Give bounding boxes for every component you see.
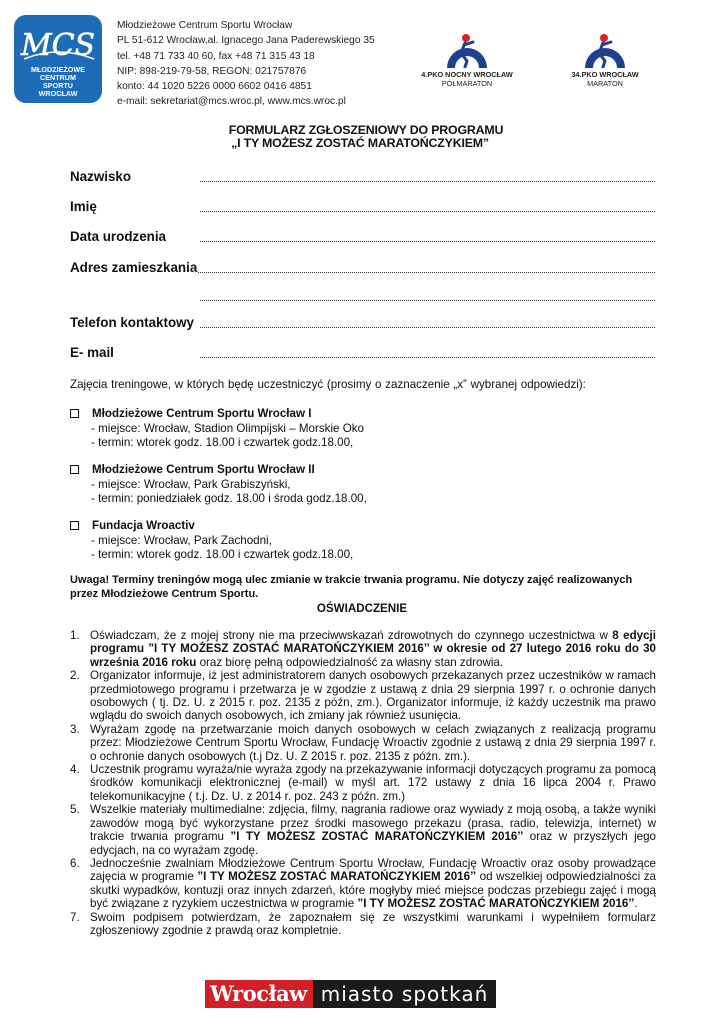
logo-line-1: MŁODZIEŻOWE — [31, 65, 85, 74]
declaration-title: OŚWIADCZENIE — [316, 602, 408, 615]
event-2-title: 34.PKO WROCŁAW — [571, 70, 639, 79]
mcs-logo-graphic — [14, 15, 102, 103]
org-address: PL 51-612 Wrocław,al. Ignacego Jana Paderewskiego 35 — [117, 35, 375, 47]
field-email-label: E- mail — [70, 345, 114, 360]
runner-icon — [577, 28, 633, 68]
logo-mark: MCS — [20, 28, 96, 63]
declaration-item-2: 2. Organizator informuje, iż jest administratorem danych osobowych przekazanych przez uczestników w ramach przedmiotowego programu i przetwarza je w zgodzie z ustawą z dnia 29 sierpnia 1997 r. o ochronie danych osobowych ( tj. Dz. U. z 2015 r. poz. 2135 z późn, zm.). Organizator informuje, iż każdy uczestnik ma prawo wglądu do swoich danych osobowych, ich zmiany jak również usunięcia. — [70, 669, 656, 723]
field-surname-label: Nazwisko — [70, 169, 132, 184]
option-mcs-2[interactable] — [70, 463, 570, 507]
option-mcs-1[interactable] — [70, 407, 570, 451]
declaration-item-7: 7. Swoim podpisem potwierdzam, że zapoznałem się ze wszystkimi warunkami i wypełniłem formularz zgłoszeniowy zgodnie z prawdą oraz kompletnie. — [70, 910, 656, 937]
option-mcs-2-place: - miejsce: Wrocław, Park Grabiszyński, — [91, 477, 291, 491]
org-name: Młodzieżowe Centrum Sportu Wrocław — [117, 20, 293, 31]
org-phone: tel. +48 71 733 40 60, fax +48 71 315 43 18 — [117, 50, 315, 62]
event-logo-marathon — [550, 28, 660, 88]
runner-icon — [439, 28, 495, 68]
org-nip-regon: NIP: 898-219-79-58, REGON: 021757876 — [117, 65, 307, 77]
organization-info — [117, 18, 375, 110]
field-phone[interactable] — [70, 315, 655, 333]
declaration-item-6: 6. Jednocześnie zwalniam Młodzieżowe Centrum Sportu Wrocław, Fundację Wroactiv oraz osoby prowadzące zajęcia w programie ”I TY MOŻESZ ZOSTAĆ MARATOŃCZYKIEM 2016’’ od wszelkiej odpowiedzialności za skutki wypadków, kontuzji oraz innych zdarzeń, które mogłyby mieć miejsce podczas przebiegu zajęć i mogą być związane z ryzykiem uczestnictwa w programie ”I TY MOŻESZ ZOSTAĆ MARATOŃCZYKIEM 2016’’. — [70, 856, 656, 911]
field-first-name-label: Imię — [70, 199, 97, 214]
event-1-subtitle: PÓŁMARATON — [441, 79, 493, 88]
form-title-line-1: FORMULARZ ZGŁOSZENIOWY DO PROGRAMU — [228, 123, 504, 137]
logo-line-3: SPORTU — [43, 81, 73, 90]
org-bank-account: konto: 44 1020 5226 0000 6602 0416 4851 — [117, 81, 312, 93]
event-logo-half-marathon — [412, 28, 522, 88]
field-phone-label: Telefon kontaktowy — [70, 315, 194, 330]
field-phone-line[interactable] — [200, 327, 655, 328]
field-address-line-2[interactable] — [200, 300, 655, 301]
footer-city: Wrocław — [205, 980, 313, 1008]
declaration-item-5: 5. Wszelkie materiały multimedialne: zdjęcia, filmy, nagrania radiowe oraz wywiady z moją osobą, a także wyniki zawodów mogą być wykorzystane przez środki masowego przekazu (prasa, radio, telewizja, internet) w trakcie trwania programu ”I TY MOŻESZ ZOSTAĆ MARATOŃCZYKIEM 2016’’ oraz w przyszłych jego edycjach, na co wyrażam zgodę. — [70, 803, 656, 857]
field-birth-date[interactable] — [70, 229, 655, 247]
field-birth-date-label: Data urodzenia — [70, 229, 166, 244]
mcs-logo — [14, 15, 102, 103]
option-mcs-1-name: Młodzieżowe Centrum Sportu Wrocław I — [92, 407, 312, 420]
logo-line-2: CENTRUM — [40, 73, 76, 82]
declaration-item-4: 4. Uczestnik programu wyraża/nie wyraża zgody na przekazywanie informacji dotyczących programu za pomocą środków komunikacji elektronicznej (e-mail) w myśl art. 172 ustawy z dnia 16 lipca 2004 r. Prawo telekomunikacyjne ( t.j. Dz. U. z 2014 r. poz. 243 z późn. zm.) — [70, 763, 656, 803]
training-intro: Zajęcia treningowe, w których będę uczestniczyć (prosimy o zaznaczenie „x” wybranej odpowiedzi): — [70, 378, 586, 391]
field-surname[interactable] — [70, 169, 655, 187]
declaration-item-1: 1. Oświadczam, że z mojej strony nie ma przeciwwskazań zdrowotnych do czynnego uczestnictwa w 8 edycji programu ”I TY MOŻESZ ZOSTAĆ MARATOŃCZYKIEM 2016’’ w okresie od 27 lutego 2016 roku do 30 września 2016 roku oraz biorę pełną odpowiedzialność za własny stan zdrowia. — [70, 629, 657, 669]
field-address[interactable] — [70, 260, 655, 278]
schedule-warning: Uwaga! Terminy treningów mogą ulec zmianie w trakcie trwania programu. Nie dotyczy zajęć realizowanych przez Młodzieżowe Centrum Sportu. — [70, 574, 633, 600]
field-birth-date-line[interactable] — [200, 241, 655, 242]
option-mcs-1-term: - termin: wtorek godz. 18.00 i czwartek godz.18.00, — [91, 436, 354, 450]
org-email-www: e-mail: sekretariat@mcs.wroc.pl, www.mcs.wroc.pl — [117, 96, 346, 108]
field-address-label: Adres zamieszkania — [70, 260, 198, 275]
option-wroactiv-place: - miejsce: Wrocław, Park Zachodni, — [91, 533, 272, 547]
logo-line-4: WROCŁAW — [38, 89, 78, 98]
field-surname-line[interactable] — [200, 181, 655, 182]
option-mcs-1-place: - miejsce: Wrocław, Stadion Olimpijski – Morskie Oko — [91, 421, 364, 435]
footer-slogan: miasto spotkań — [313, 980, 497, 1008]
checkbox-icon[interactable] — [70, 409, 79, 418]
checkbox-icon[interactable] — [70, 465, 79, 474]
form-title-line-2: „I TY MOŻESZ ZOSTAĆ MARATOŃCZYKIEM” — [231, 136, 489, 150]
event-1-title: 4.PKO NOCNY WROCŁAW — [421, 70, 513, 79]
field-first-name-line[interactable] — [200, 211, 655, 212]
option-wroactiv-name: Fundacja Wroactiv — [92, 519, 195, 532]
option-mcs-2-term: - termin: poniedziałek godz. 18.00 i środa godz.18.00, — [91, 492, 367, 506]
field-first-name[interactable] — [70, 199, 655, 217]
option-wroactiv[interactable] — [70, 519, 570, 563]
footer-banner — [205, 980, 496, 1008]
field-email[interactable] — [70, 345, 655, 363]
event-2-subtitle: MARATON — [587, 79, 623, 88]
checkbox-icon[interactable] — [70, 521, 79, 530]
field-email-line[interactable] — [200, 357, 655, 358]
field-address-line[interactable] — [198, 272, 655, 273]
declaration-item-3: 3. Wyrażam zgodę na przetwarzanie moich danych osobowych w celach związanych z realizacją programu przez: Młodzieżowe Centrum Sportu Wrocław, Fundację Wroactiv zgodnie z ustawą z dnia 29 sierpnia 1997 r. o ochronie danych osobowych (t.j Dz. U. Z 2015 r. poz. 2135 z późn. zm.). — [70, 722, 656, 763]
option-mcs-2-name: Młodzieżowe Centrum Sportu Wrocław II — [92, 463, 315, 476]
option-wroactiv-term: - termin: wtorek godz. 18.00 i czwartek godz.18.00, — [91, 548, 354, 562]
declaration-list — [70, 629, 656, 937]
